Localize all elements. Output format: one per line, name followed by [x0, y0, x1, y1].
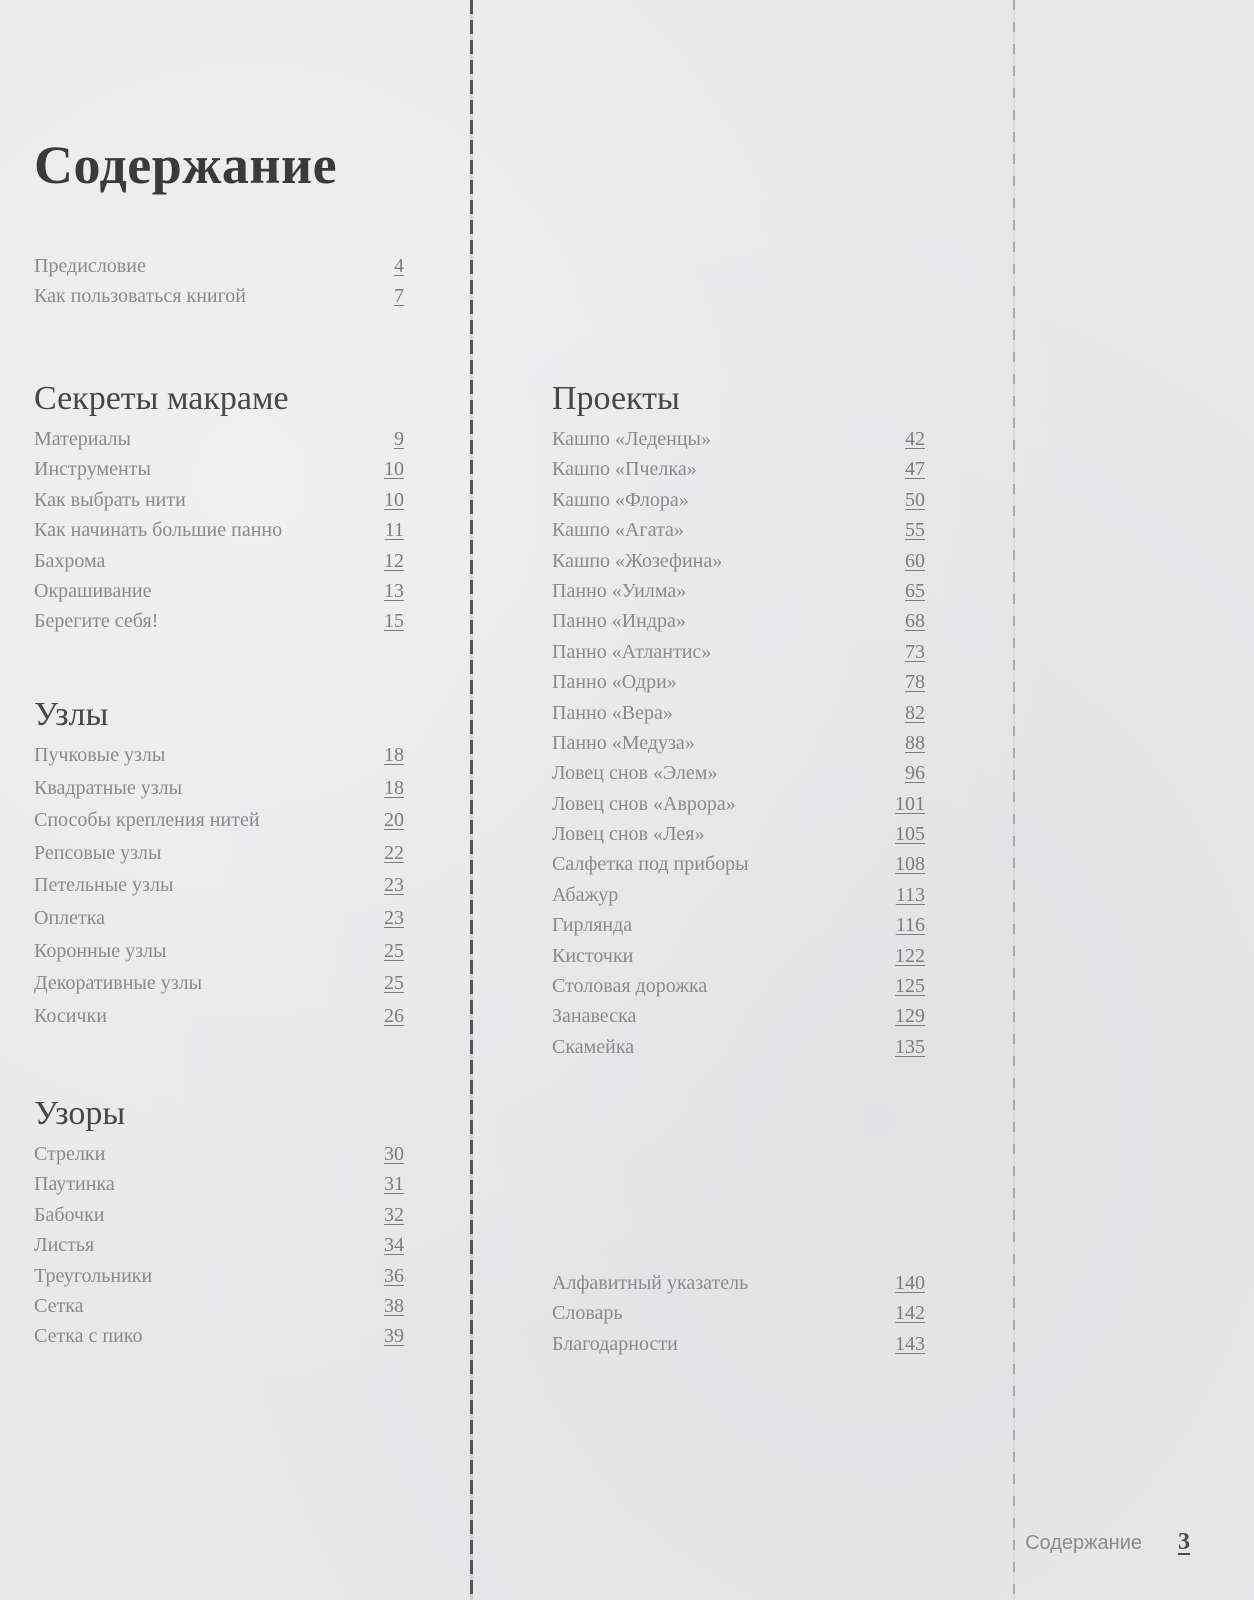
- toc-entry[interactable]: [552, 945, 925, 975]
- toc-entry-label: Предисловие: [34, 255, 146, 277]
- toc-entry-label: Панно «Уилма»: [552, 579, 687, 602]
- running-footer-label: Содержание: [1025, 1532, 1142, 1554]
- toc-page-number[interactable]: 142: [895, 1302, 925, 1325]
- toc-entry-label: Сетка: [34, 1294, 84, 1317]
- toc-entry[interactable]: [552, 702, 925, 732]
- toc-page-number[interactable]: 25: [384, 939, 404, 962]
- toc-page-number[interactable]: 129: [895, 1005, 925, 1028]
- toc-entry-label: Панно «Индра»: [552, 610, 686, 633]
- toc-entry[interactable]: [34, 907, 404, 940]
- toc-entry[interactable]: [34, 940, 404, 973]
- toc-entry-label: Панно «Атлантис»: [552, 640, 712, 663]
- toc-entry[interactable]: [34, 580, 404, 610]
- toc-entry-label: Словарь: [552, 1302, 623, 1325]
- toc-entry-label: Способы крепления нитей: [34, 809, 260, 832]
- toc-entry[interactable]: [34, 1265, 404, 1295]
- toc-entry[interactable]: [552, 884, 925, 914]
- toc-entry[interactable]: [34, 458, 404, 488]
- toc-page-number[interactable]: 101: [895, 792, 925, 815]
- toc-entry[interactable]: [34, 519, 404, 549]
- section-knots: [34, 696, 404, 1037]
- toc-entry[interactable]: [34, 1005, 404, 1038]
- section-projects: [552, 380, 925, 1066]
- toc-page-number[interactable]: 105: [895, 823, 925, 846]
- toc-entry-label: Кашпо «Леденцы»: [552, 428, 711, 450]
- section-patterns: [34, 1095, 404, 1356]
- toc-page-number[interactable]: 96: [905, 762, 925, 785]
- toc-entry-label: Гирлянда: [552, 914, 633, 937]
- toc-entry-label: Треугольники: [34, 1264, 153, 1287]
- toc-entry[interactable]: [552, 975, 925, 1005]
- toc-entry[interactable]: [552, 458, 925, 488]
- toc-page-number[interactable]: 47: [905, 458, 925, 481]
- toc-entry[interactable]: [552, 671, 925, 701]
- page-fold-line: [1013, 0, 1015, 1600]
- toc-page-number[interactable]: 32: [384, 1203, 404, 1226]
- toc-entry-label: Коронные узлы: [34, 939, 167, 962]
- toc-entry-label: Пучковые узлы: [34, 744, 166, 766]
- toc-entry-label: Листья: [34, 1234, 95, 1257]
- toc-entry-label: Панно «Вера»: [552, 701, 673, 724]
- toc-entry-label: Материалы: [34, 428, 131, 450]
- toc-page-number[interactable]: 18: [384, 776, 404, 799]
- toc-entry[interactable]: [34, 489, 404, 519]
- toc-entry-label: Бахрома: [34, 549, 106, 572]
- toc-entry[interactable]: [34, 1143, 404, 1173]
- toc-entry-label: Кашпо «Пчелка»: [552, 458, 697, 481]
- toc-page-number[interactable]: 15: [384, 610, 404, 633]
- toc-entry-label: Благодарности: [552, 1332, 678, 1355]
- toc-page-number[interactable]: 10: [384, 488, 404, 511]
- toc-entry[interactable]: [552, 580, 925, 610]
- toc-entry[interactable]: [552, 1005, 925, 1035]
- toc-page-number[interactable]: 42: [905, 428, 925, 450]
- toc-entry-label: Алфавитный указатель: [552, 1272, 749, 1294]
- intro-list: [34, 255, 404, 316]
- toc-page-number[interactable]: 22: [384, 841, 404, 864]
- toc-entry[interactable]: [552, 489, 925, 519]
- toc-entry[interactable]: [34, 255, 404, 285]
- toc-page-number[interactable]: 140: [895, 1272, 925, 1294]
- toc-entry-label: Стрелки: [34, 1143, 106, 1165]
- section-secrets: [34, 380, 404, 641]
- toc-entry-label: Окрашивание: [34, 579, 152, 602]
- toc-page-number[interactable]: 60: [905, 549, 925, 572]
- toc-page-number[interactable]: 31: [384, 1173, 404, 1196]
- toc-entry-label: Инструменты: [34, 458, 151, 481]
- toc-page-number[interactable]: 7: [394, 285, 404, 308]
- toc-entry[interactable]: [34, 1204, 404, 1234]
- toc-entry[interactable]: [552, 428, 925, 458]
- toc-page-number[interactable]: 11: [384, 519, 404, 542]
- toc-entry[interactable]: [34, 972, 404, 1005]
- page-fold-line: [470, 0, 473, 1600]
- toc-entry[interactable]: [34, 744, 404, 777]
- toc-entry-label: Столовая дорожка: [552, 975, 708, 998]
- toc-page-number[interactable]: 20: [384, 809, 404, 832]
- toc-page-number[interactable]: 25: [384, 972, 404, 995]
- toc-entry-label: Абажур: [552, 883, 619, 906]
- toc-entry-label: Репсовые узлы: [34, 841, 162, 864]
- toc-entry-label: Косички: [34, 1004, 107, 1027]
- toc-page-number[interactable]: 13: [384, 579, 404, 602]
- toc-page-number[interactable]: 26: [384, 1004, 404, 1027]
- toc-page-number[interactable]: 23: [384, 874, 404, 897]
- toc-entry-label: Квадратные узлы: [34, 776, 183, 799]
- toc-entry-label: Ловец снов «Элем»: [552, 762, 718, 785]
- toc-entry[interactable]: [34, 550, 404, 580]
- toc-entry-label: Как пользоваться книгой: [34, 285, 247, 308]
- toc-entry-label: Кашпо «Агата»: [552, 519, 684, 542]
- toc-page-number[interactable]: 82: [905, 701, 925, 724]
- page-title: Содержание: [34, 135, 338, 195]
- toc-entry[interactable]: [552, 519, 925, 549]
- page-number: 3: [1178, 1529, 1190, 1555]
- toc-page-number[interactable]: 36: [384, 1264, 404, 1287]
- toc-entry-label: Скамейка: [552, 1035, 635, 1058]
- toc-entry[interactable]: [34, 610, 404, 640]
- toc-page-number[interactable]: 122: [895, 944, 925, 967]
- toc-page-number[interactable]: 113: [895, 883, 925, 906]
- toc-entry[interactable]: [34, 1325, 404, 1355]
- toc-page-number[interactable]: 4: [394, 255, 404, 277]
- toc-entry[interactable]: [34, 1295, 404, 1325]
- toc-page-number[interactable]: 125: [895, 975, 925, 998]
- toc-entry[interactable]: [552, 853, 925, 883]
- toc-entry[interactable]: [34, 428, 404, 458]
- toc-entry[interactable]: [34, 874, 404, 907]
- toc-entry-label: Паутинка: [34, 1173, 115, 1196]
- toc-entry[interactable]: [552, 550, 925, 580]
- toc-page-number[interactable]: 50: [905, 488, 925, 511]
- toc-entry-label: Декоративные узлы: [34, 972, 203, 995]
- toc-page-number[interactable]: 116: [895, 914, 925, 937]
- section-heading: Проекты: [552, 380, 680, 417]
- toc-entry-label: Ловец снов «Аврора»: [552, 792, 736, 815]
- toc-entry-label: Петельные узлы: [34, 874, 174, 897]
- toc-page-number[interactable]: 65: [905, 579, 925, 602]
- toc-page-number[interactable]: 9: [394, 428, 404, 450]
- toc-page-number[interactable]: 30: [384, 1143, 404, 1165]
- toc-entry-label: Кисточки: [552, 944, 634, 967]
- toc-entry-label: Панно «Медуза»: [552, 731, 695, 754]
- toc-page-number[interactable]: 18: [384, 744, 404, 766]
- toc-entry[interactable]: [34, 777, 404, 810]
- toc-entry-label: Ловец снов «Лея»: [552, 823, 705, 846]
- toc-entry[interactable]: [34, 1173, 404, 1203]
- toc-entry-label: Салфетка под приборы: [552, 853, 749, 876]
- toc-entry[interactable]: [552, 610, 925, 640]
- toc-entry-label: Оплетка: [34, 906, 106, 929]
- toc-entry-label: Кашпо «Флора»: [552, 488, 689, 511]
- toc-entry[interactable]: [552, 1036, 925, 1066]
- toc-page-number[interactable]: 88: [905, 731, 925, 754]
- toc-entry[interactable]: [552, 732, 925, 762]
- toc-entry-label: Панно «Одри»: [552, 671, 677, 694]
- toc-entry[interactable]: [552, 641, 925, 671]
- toc-entry-label: Кашпо «Жозефина»: [552, 549, 723, 572]
- toc-entry-label: Занавеска: [552, 1005, 637, 1028]
- toc-page-number[interactable]: 143: [895, 1332, 925, 1355]
- toc-entry-label: Берегите себя!: [34, 610, 159, 633]
- end-matter-list: [552, 1272, 925, 1363]
- toc-page-number[interactable]: 108: [895, 853, 925, 876]
- toc-entry-label: Бабочки: [34, 1203, 105, 1226]
- toc-page-number[interactable]: 135: [895, 1035, 925, 1058]
- toc-entry[interactable]: [552, 1302, 925, 1332]
- toc-page-number[interactable]: 55: [905, 519, 925, 542]
- toc-entry[interactable]: [552, 914, 925, 944]
- toc-entry[interactable]: [34, 1234, 404, 1264]
- toc-entry[interactable]: [552, 762, 925, 792]
- toc-page-number[interactable]: 12: [384, 549, 404, 572]
- toc-entry[interactable]: [34, 285, 404, 315]
- toc-page-number[interactable]: 23: [384, 906, 404, 929]
- toc-entry[interactable]: [552, 823, 925, 853]
- toc-page-number[interactable]: 78: [905, 671, 925, 694]
- section-heading: Узоры: [34, 1095, 126, 1132]
- page-footer: [1025, 1529, 1190, 1556]
- toc-page-number[interactable]: 39: [384, 1325, 404, 1348]
- section-heading: Секреты макраме: [34, 380, 289, 417]
- toc-entry[interactable]: [552, 1333, 925, 1363]
- toc-page-number[interactable]: 10: [384, 458, 404, 481]
- toc-page-number[interactable]: 68: [905, 610, 925, 633]
- toc-entry-label: Как выбрать нити: [34, 488, 186, 511]
- toc-entry[interactable]: [34, 809, 404, 842]
- toc-entry[interactable]: [552, 793, 925, 823]
- toc-entry-label: Сетка с пико: [34, 1325, 143, 1348]
- toc-entry[interactable]: [552, 1272, 925, 1302]
- toc-page-number[interactable]: 73: [905, 640, 925, 663]
- toc-page-number[interactable]: 38: [384, 1294, 404, 1317]
- toc-entry[interactable]: [34, 842, 404, 875]
- toc-page-number[interactable]: 34: [384, 1234, 404, 1257]
- toc-entry-label: Как начинать большие панно: [34, 519, 283, 542]
- section-heading: Узлы: [34, 696, 109, 733]
